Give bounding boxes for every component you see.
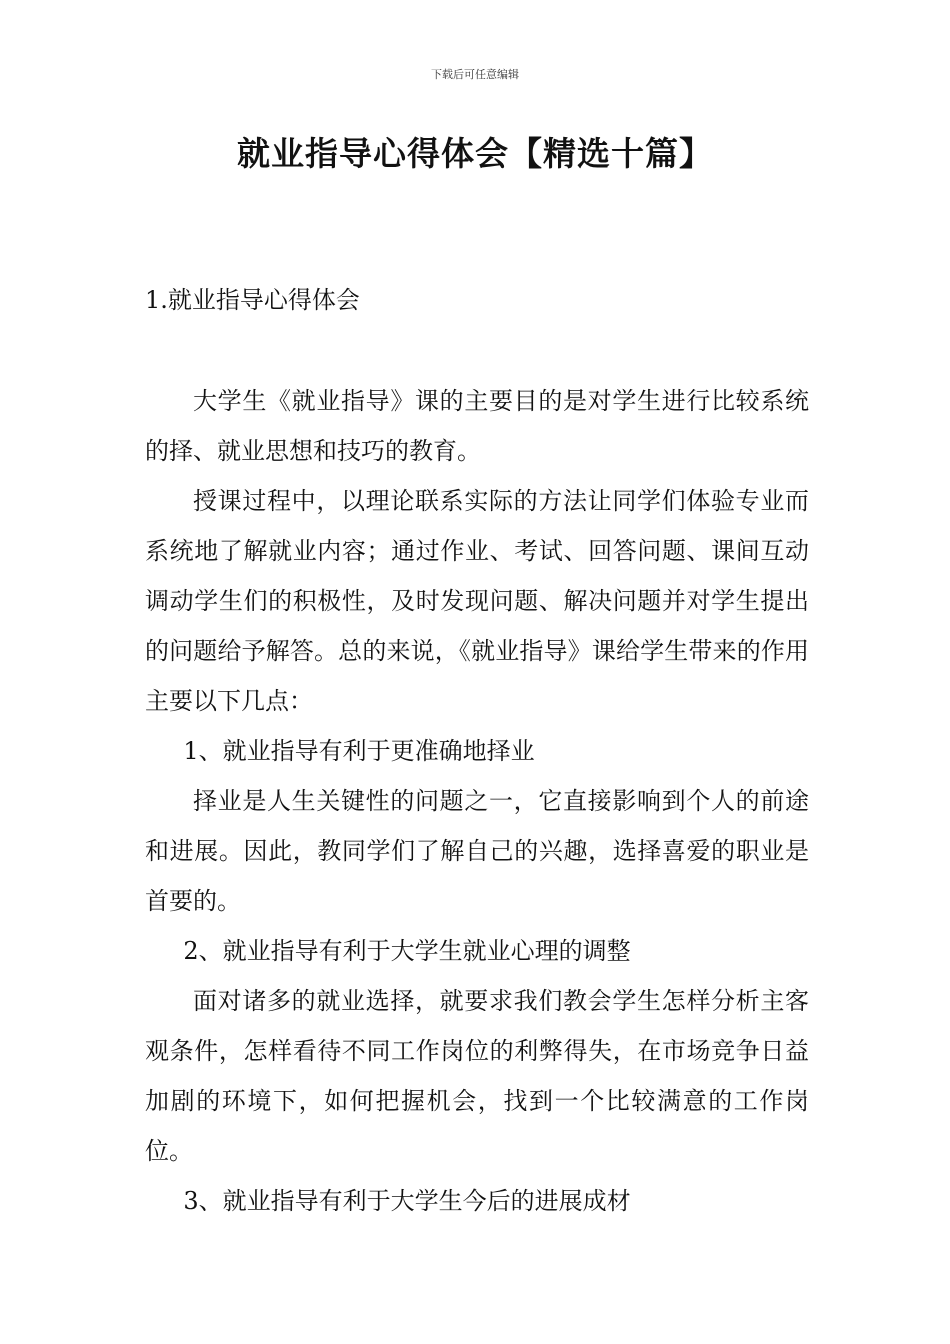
header-note: 下载后可任意编辑 — [431, 68, 519, 81]
point-heading-3: 3、就业指导有利于大学生今后的进展成材 — [183, 1187, 631, 1215]
paragraph-point-2: 面对诸多的就业选择，就要求我们教会学生怎样分析主客观条件，怎样看待不同工作岗位的利弊得失，在市场竞争日益加剧的环境下，如何把握机会，找到一个比较满意的工作岗位。 — [145, 987, 809, 1165]
paragraph-teaching-process: 授课过程中，以理论联系实际的方法让同学们体验专业而系统地了解就业内容；通过作业、考试、回答问题、课间互动调动学生们的积极性，及时发现问题、解决问题并对学生提出的问题给予解答。总的来说，《就业指导》课给学生带来的作用主要以下几点： — [145, 487, 809, 715]
section-heading: 1.就业指导心得体会 — [145, 286, 360, 314]
point-heading-2: 2、就业指导有利于大学生就业心理的调整 — [183, 937, 631, 965]
document-title: 就业指导心得体会【精选十篇】 — [237, 134, 713, 173]
point-heading-1: 1、就业指导有利于更准确地择业 — [183, 737, 535, 765]
paragraph-point-1: 择业是人生关键性的问题之一，它直接影响到个人的前途和进展。因此，教同学们了解自己的兴趣，选择喜爱的职业是首要的。 — [145, 787, 809, 915]
document-body — [145, 376, 809, 1226]
paragraph-intro: 大学生《就业指导》课的主要目的是对学生进行比较系统的择、就业思想和技巧的教育。 — [145, 387, 809, 465]
